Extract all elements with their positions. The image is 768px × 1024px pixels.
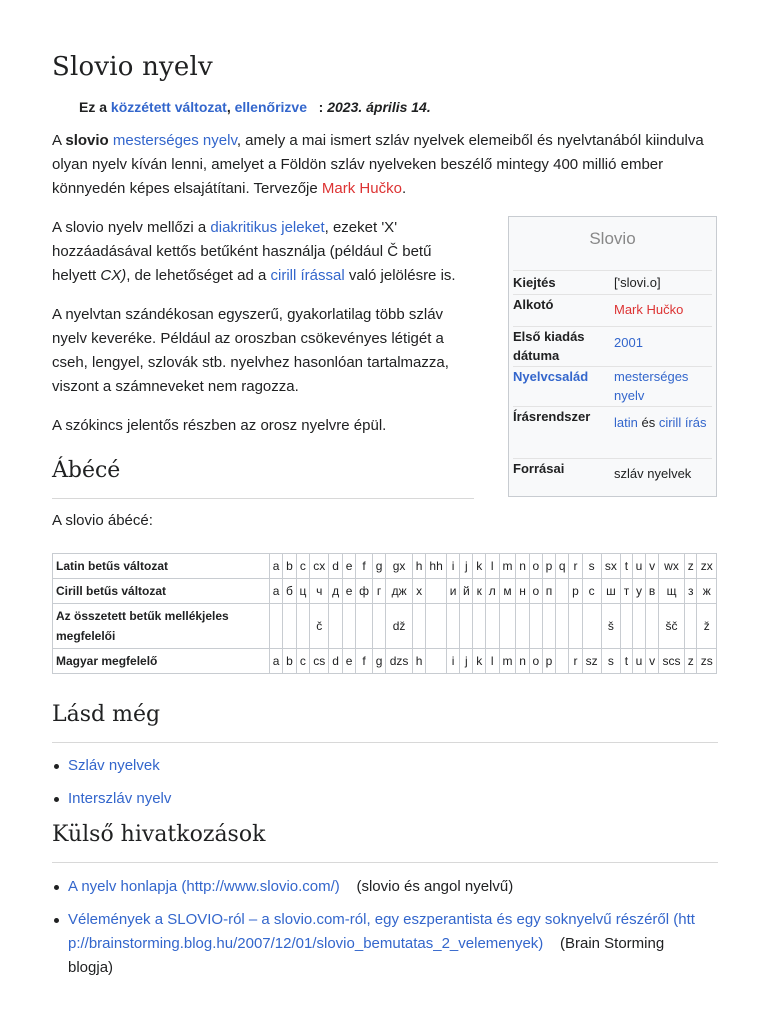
table-cell bbox=[542, 604, 555, 649]
infobox-value: szláv nyelvek bbox=[614, 466, 692, 481]
section-heading-see-also: Lásd még bbox=[52, 702, 161, 727]
infobox-key: Írásrendszer bbox=[513, 409, 591, 424]
table-cell: t bbox=[621, 649, 633, 674]
table-cell: р bbox=[569, 579, 582, 604]
row-header: Latin betűs változat bbox=[53, 554, 270, 579]
mark-hucko-link[interactable]: Mark Hučko bbox=[321, 180, 402, 197]
p2-italic: CX) bbox=[100, 267, 127, 284]
table-cell: с bbox=[582, 579, 601, 604]
table-cell: gx bbox=[386, 554, 413, 579]
table-cell: ж bbox=[697, 579, 717, 604]
table-cell: н bbox=[516, 579, 529, 604]
table-cell: дж bbox=[386, 579, 413, 604]
table-cell: о bbox=[529, 579, 542, 604]
table-cell: т bbox=[621, 579, 633, 604]
table-cell: wx bbox=[659, 554, 685, 579]
infobox-family-link[interactable]: mesterséges nyelv bbox=[614, 369, 689, 403]
table-cell: ш bbox=[601, 579, 620, 604]
intro-bold: slovio bbox=[65, 132, 109, 149]
table-cell: scs bbox=[659, 649, 685, 674]
table-cell: g bbox=[372, 554, 385, 579]
table-cell: j bbox=[460, 649, 473, 674]
table-cell: е bbox=[342, 579, 355, 604]
row-header: Magyar megfelelő bbox=[53, 649, 270, 674]
table-cell bbox=[529, 604, 542, 649]
table-cell: г bbox=[372, 579, 385, 604]
table-cell: sx bbox=[601, 554, 620, 579]
p2-text-4: való jelölésre is. bbox=[344, 267, 456, 284]
table-cell: u bbox=[632, 649, 645, 674]
table-cell: s bbox=[601, 649, 620, 674]
table-cell bbox=[556, 604, 569, 649]
table-cell bbox=[413, 604, 426, 649]
see-also-list bbox=[52, 754, 171, 811]
table-cell bbox=[473, 604, 485, 649]
intro-paragraph bbox=[52, 129, 718, 201]
section-divider bbox=[52, 498, 474, 499]
table-cell bbox=[499, 604, 516, 649]
table-cell: dž bbox=[386, 604, 413, 649]
table-cell bbox=[426, 604, 447, 649]
table-cell: ч bbox=[310, 579, 329, 604]
table-cell: ц bbox=[296, 579, 309, 604]
table-cell bbox=[485, 604, 499, 649]
table-cell bbox=[447, 604, 460, 649]
p2-text-2: , ezeket 'X' hozzáadásával kettős betűként használja (például Č betű helyett bbox=[52, 219, 432, 284]
list-item bbox=[52, 754, 171, 778]
table-cell: p bbox=[542, 649, 555, 674]
table-cell: e bbox=[342, 554, 355, 579]
infobox bbox=[508, 216, 717, 497]
table-cell bbox=[426, 579, 447, 604]
table-cell: r bbox=[569, 649, 582, 674]
table-cell: cs bbox=[310, 649, 329, 674]
table-cell: у bbox=[632, 579, 645, 604]
intro-text-2: , amely a mai ismert szláv nyelvek elemeiből és nyelvtanából kiindulva olyan nyelv kíván lenni, amelyet a Földön szláv nyelveken beszélő mintegy 400 millió ember könnyedén képes elsajátítani. Tervezője bbox=[52, 132, 704, 197]
intro-text-3: . bbox=[401, 180, 407, 197]
table-cell: v bbox=[646, 554, 659, 579]
table-cell: щ bbox=[659, 579, 685, 604]
table-cell: p bbox=[542, 554, 555, 579]
grammar-paragraph: A nyelvtan szándékosan egyszerű, gyakorlatilag több szláv nyelv keveréke. Például az oroszban csökevényes létigét a cseh, lengyel, szlovák stb. nyelvhez hasonlóan tartalmazza, viszont a számneveket nem ragozza. bbox=[52, 306, 449, 395]
table-cell: v bbox=[646, 649, 659, 674]
table-cell: к bbox=[473, 579, 485, 604]
infobox-row-script bbox=[513, 406, 712, 459]
table-cell: b bbox=[283, 554, 296, 579]
cyrillic-link[interactable]: cirill írással bbox=[270, 267, 345, 284]
table-cell bbox=[556, 649, 569, 674]
table-cell: n bbox=[516, 649, 529, 674]
infobox-row-family bbox=[513, 366, 712, 407]
p2-text-3: , de lehetőséget ad a bbox=[126, 267, 271, 284]
table-cell: m bbox=[499, 649, 516, 674]
published-version-link[interactable]: közzétett változat bbox=[110, 99, 227, 115]
table-cell: g bbox=[372, 649, 385, 674]
cyrillic-script-link[interactable]: cirill írás bbox=[658, 415, 707, 430]
table-cell: hh bbox=[426, 554, 447, 579]
table-cell: o bbox=[529, 649, 542, 674]
table-cell bbox=[556, 579, 569, 604]
section-heading-alphabet: Ábécé bbox=[52, 458, 121, 483]
table-cell: а bbox=[270, 579, 283, 604]
revision-sep: , bbox=[226, 99, 231, 115]
table-cell: й bbox=[460, 579, 473, 604]
section-heading-external-links: Külső hivatkozások bbox=[52, 822, 266, 847]
table-cell: u bbox=[632, 554, 645, 579]
table-cell bbox=[356, 604, 373, 649]
table-cell bbox=[621, 604, 633, 649]
table-cell: i bbox=[447, 554, 460, 579]
table-cell: м bbox=[499, 579, 516, 604]
table-cell: ž bbox=[697, 604, 717, 649]
table-cell bbox=[270, 604, 283, 649]
table-cell bbox=[460, 604, 473, 649]
latin-link[interactable]: latin bbox=[614, 415, 638, 430]
revision-notice: Ez a közzétett változat, ellenőrizve : 2023. április 14. bbox=[79, 99, 431, 115]
infobox-value: ['slovi.o] bbox=[614, 275, 661, 290]
opinions-link[interactable]: Vélemények a SLOVIO-ról – a slovio.com-ról, egy eszperantista és egy soknyelvű részéről (http://brainstorming.blog.hu/2007/12/01/slovio_bemutatas_2_velemenyek) bbox=[68, 911, 695, 952]
table-cell: h bbox=[413, 554, 426, 579]
slavic-languages-link[interactable]: Szláv nyelvek bbox=[68, 757, 160, 774]
table-cell: sz bbox=[582, 649, 601, 674]
table-cell: b bbox=[283, 649, 296, 674]
table-cell bbox=[516, 604, 529, 649]
table-cell: h bbox=[413, 649, 426, 674]
infobox-key: Első kiadás dátuma bbox=[513, 329, 585, 363]
infobox-row-sources bbox=[513, 458, 712, 493]
table-cell bbox=[426, 649, 447, 674]
table-cell: o bbox=[529, 554, 542, 579]
table-cell: d bbox=[329, 649, 343, 674]
script-and: és bbox=[637, 415, 659, 430]
infobox-key: Forrásai bbox=[513, 461, 565, 476]
table-cell: д bbox=[329, 579, 343, 604]
table-cell: q bbox=[556, 554, 569, 579]
section-divider bbox=[52, 862, 718, 863]
infobox-value bbox=[614, 413, 710, 432]
table-cell: б bbox=[283, 579, 296, 604]
table-cell: z bbox=[685, 554, 697, 579]
table-cell: f bbox=[356, 554, 373, 579]
infobox-key: Kiejtés bbox=[513, 275, 556, 290]
table-cell: zx bbox=[697, 554, 717, 579]
table-cell: п bbox=[542, 579, 555, 604]
infobox-key: Alkotó bbox=[513, 297, 554, 312]
table-cell bbox=[632, 604, 645, 649]
table-cell: ф bbox=[356, 579, 373, 604]
infobox-year-link[interactable]: 2001 bbox=[614, 335, 643, 350]
infobox-row-pronunciation bbox=[513, 270, 712, 295]
interslavic-link[interactable]: Interszláv nyelv bbox=[68, 790, 172, 807]
table-row bbox=[53, 604, 717, 649]
constructed-language-link[interactable]: mesterséges nyelv bbox=[112, 132, 237, 149]
table-cell: j bbox=[460, 554, 473, 579]
table-cell: х bbox=[413, 579, 426, 604]
table-cell: c bbox=[296, 554, 309, 579]
table-cell bbox=[582, 604, 601, 649]
revision-prefix: Ez a bbox=[79, 99, 108, 115]
table-cell: s bbox=[582, 554, 601, 579]
table-row bbox=[53, 649, 717, 674]
page-title: Slovio nyelv bbox=[52, 52, 213, 82]
table-cell bbox=[569, 604, 582, 649]
table-cell: r bbox=[569, 554, 582, 579]
infobox-title: Slovio bbox=[589, 229, 636, 248]
table-cell: č bbox=[310, 604, 329, 649]
table-cell: š bbox=[601, 604, 620, 649]
section-divider bbox=[52, 742, 718, 743]
table-cell: cx bbox=[310, 554, 329, 579]
table-cell bbox=[372, 604, 385, 649]
table-cell: z bbox=[685, 649, 697, 674]
external-links-list bbox=[52, 875, 702, 980]
table-cell: e bbox=[342, 649, 355, 674]
table-cell: t bbox=[621, 554, 633, 579]
table-cell: šč bbox=[659, 604, 685, 649]
list-item bbox=[52, 875, 702, 899]
p2-text-1: A slovio nyelv mellőzi a bbox=[52, 219, 211, 236]
homepage-note: (slovio és angol nyelvű) bbox=[356, 878, 514, 895]
diacritics-link[interactable]: diakritikus jeleket bbox=[210, 219, 325, 236]
table-cell: zs bbox=[697, 649, 717, 674]
table-cell: a bbox=[270, 554, 283, 579]
table-cell: m bbox=[499, 554, 516, 579]
table-cell bbox=[646, 604, 659, 649]
table-cell: f bbox=[356, 649, 373, 674]
table-cell: l bbox=[485, 554, 499, 579]
table-cell bbox=[685, 604, 697, 649]
table-cell: k bbox=[473, 649, 485, 674]
table-row bbox=[53, 579, 717, 604]
alphabet-lead: A slovio ábécé: bbox=[52, 512, 153, 529]
row-header: Cirill betűs változat bbox=[53, 579, 270, 604]
table-cell: dzs bbox=[386, 649, 413, 674]
infobox-row-creator bbox=[513, 294, 712, 327]
table-cell: n bbox=[516, 554, 529, 579]
row-header: Az összetett betűk mellékjeles megfelelői bbox=[53, 604, 270, 649]
table-cell: d bbox=[329, 554, 343, 579]
list-item bbox=[52, 908, 702, 980]
table-cell bbox=[342, 604, 355, 649]
opinions-note: (Brain Storming blogja) bbox=[68, 935, 665, 976]
revision-date: 2023. április 14. bbox=[327, 99, 431, 115]
reviewed-link[interactable]: ellenőrizve bbox=[234, 99, 307, 115]
infobox-row-release bbox=[513, 326, 712, 367]
diacritics-paragraph bbox=[52, 216, 472, 288]
table-cell: c bbox=[296, 649, 309, 674]
table-cell bbox=[296, 604, 309, 649]
table-cell bbox=[329, 604, 343, 649]
table-cell: l bbox=[485, 649, 499, 674]
table-cell bbox=[283, 604, 296, 649]
infobox-creator-link[interactable]: Mark Hučko bbox=[614, 302, 684, 317]
language-family-link[interactable]: Nyelvcsalád bbox=[513, 369, 589, 384]
homepage-link[interactable]: A nyelv honlapja (http://www.slovio.com/) bbox=[68, 878, 340, 895]
intro-text-1: A bbox=[52, 132, 66, 149]
table-cell: a bbox=[270, 649, 283, 674]
table-cell: л bbox=[485, 579, 499, 604]
table-cell: i bbox=[447, 649, 460, 674]
alphabet-table bbox=[52, 553, 717, 674]
table-cell: k bbox=[473, 554, 485, 579]
table-cell: з bbox=[685, 579, 697, 604]
list-item bbox=[52, 787, 171, 811]
table-cell: и bbox=[447, 579, 460, 604]
table-row bbox=[53, 554, 717, 579]
vocabulary-paragraph: A szókincs jelentős részben az orosz nyelvre épül. bbox=[52, 417, 387, 434]
table-cell: в bbox=[646, 579, 659, 604]
